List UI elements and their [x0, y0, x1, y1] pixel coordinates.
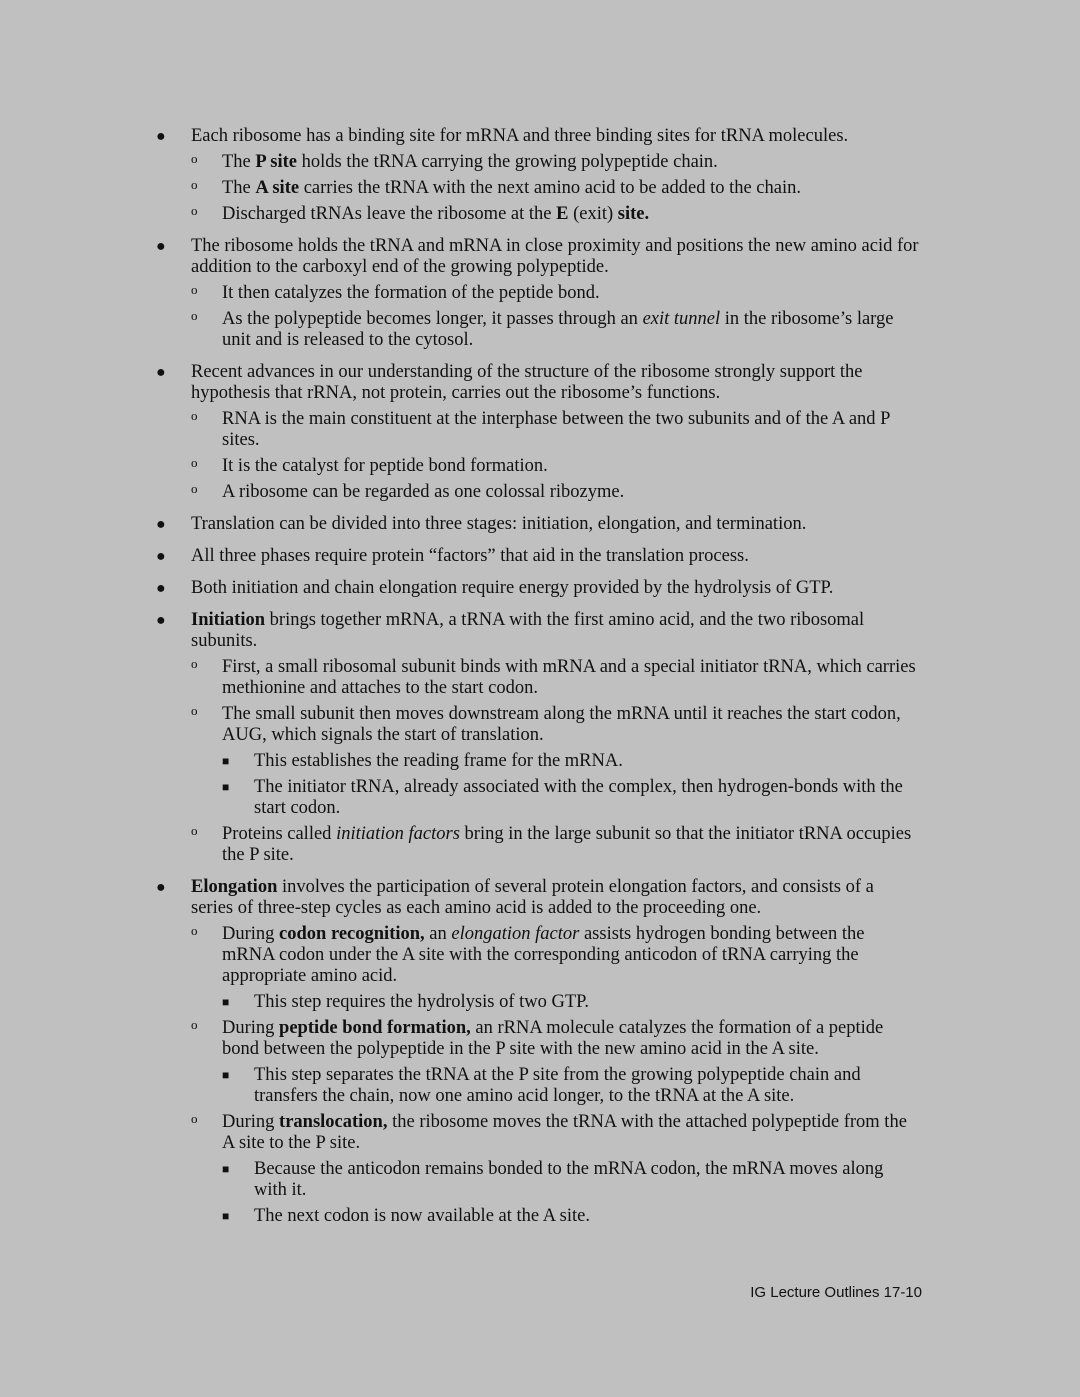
circle-bullet-icon: o: [191, 203, 198, 218]
sub-item: [191, 482, 920, 503]
list-item: [0, 236, 1080, 351]
sub-item: [191, 309, 920, 351]
text-run: assists hydrogen bonding between the mRNA codon under the A site with the corresponding anticodon of tRNA carrying the appropriate amino acid.: [222, 924, 865, 986]
sub-sub-list: [222, 1065, 920, 1107]
text-run: Because the anticodon remains bonded to the mRNA codon, the mRNA moves along with it.: [254, 1159, 884, 1200]
bold-term: peptide bond formation,: [279, 1018, 471, 1038]
text-run: First, a small ribosomal subunit binds with mRNA and a special initiator tRNA, which carries methionine and attaches to the start codon.: [222, 657, 916, 698]
circle-bullet-icon: o: [191, 455, 198, 470]
bullet-icon: ●: [156, 364, 166, 381]
bullet-icon: ●: [156, 128, 166, 145]
text-run: The next codon is now available at the A site.: [254, 1206, 590, 1226]
text-run: During: [222, 1018, 280, 1038]
sub-sub-item: [222, 1065, 920, 1107]
text-run: This step requires the hydrolysis of two GTP.: [254, 992, 590, 1012]
circle-bullet-icon: o: [191, 151, 198, 166]
bold-term: Initiation: [191, 610, 266, 630]
sub-sub-list: [222, 992, 920, 1013]
text-run: It is the catalyst for peptide bond formation.: [222, 456, 548, 476]
circle-bullet-icon: o: [191, 408, 198, 423]
sub-item: [191, 657, 920, 699]
text-run: This establishes the reading frame for the mRNA.: [254, 751, 623, 771]
list-item: [0, 546, 1080, 567]
text-run: The small subunit then moves downstream along the mRNA until it reaches the start codon, AUG, which signals the start of translation.: [222, 704, 901, 745]
list-item: [0, 578, 1080, 599]
sub-list: [191, 924, 920, 1227]
page-footer: IG Lecture Outlines 17-10: [750, 1284, 922, 1301]
sub-sub-item: [222, 1206, 920, 1227]
text-run: During: [222, 924, 280, 944]
bullet-icon: ●: [156, 580, 166, 597]
sub-item: [191, 1018, 920, 1107]
circle-bullet-icon: o: [191, 703, 198, 718]
item-text: involves the participation of several protein elongation factors, and consists of a series of three-step cycles as each amino acid is added to the proceeding one.: [191, 877, 874, 918]
bullet-icon: ●: [156, 238, 166, 255]
italic-term: initiation factors: [336, 824, 460, 844]
sub-item: [191, 178, 920, 199]
text-run: This step separates the tRNA at the P site from the growing polypeptide chain and transfers the chain, now one amino acid longer, to the tRNA at the A site.: [254, 1065, 861, 1106]
item-text: All three phases require protein “factors” that aid in the translation process.: [191, 546, 749, 566]
list-item: [0, 877, 1080, 1227]
italic-term: exit tunnel: [642, 309, 721, 329]
circle-bullet-icon: o: [191, 923, 198, 938]
text-run: carries the tRNA with the next amino acid to be added to the chain.: [299, 178, 801, 198]
square-bullet-icon: ■: [222, 1162, 230, 1176]
text-run: an rRNA molecule catalyzes the formation of a peptide bond between the polypeptide in the P site with the new amino acid in the A site.: [222, 1018, 884, 1059]
square-bullet-icon: ■: [222, 1068, 230, 1082]
square-bullet-icon: ■: [222, 995, 230, 1009]
bold-term: A site: [255, 178, 300, 198]
text-run: an: [424, 924, 452, 944]
text-run: The: [222, 152, 256, 172]
outline-list: [0, 126, 1080, 1238]
circle-bullet-icon: o: [191, 481, 198, 496]
item-text: Both initiation and chain elongation require energy provided by the hydrolysis of GTP.: [191, 578, 834, 598]
bold-term: translocation,: [279, 1112, 388, 1132]
square-bullet-icon: ■: [222, 780, 230, 794]
bullet-icon: ●: [156, 879, 166, 896]
sub-item: [191, 283, 920, 304]
circle-bullet-icon: o: [191, 177, 198, 192]
circle-bullet-icon: o: [191, 823, 198, 838]
item-text: Translation can be divided into three stages: initiation, elongation, and termination.: [191, 514, 807, 534]
text-run: holds the tRNA carrying the growing polypeptide chain.: [297, 152, 718, 172]
item-text: brings together mRNA, a tRNA with the first amino acid, and the two ribosomal subunits.: [191, 610, 865, 651]
text-run: The initiator tRNA, already associated with the complex, then hydrogen-bonds with the start codon.: [254, 777, 903, 818]
sub-item: [191, 924, 920, 1013]
sub-sub-list: [222, 751, 920, 819]
sub-item: [191, 1112, 920, 1227]
text-run: RNA is the main constituent at the interphase between the two subunits and of the A and P sites.: [222, 409, 890, 450]
text-run: Discharged tRNAs leave the ribosome at the: [222, 204, 557, 224]
sub-item: [191, 152, 920, 173]
circle-bullet-icon: o: [191, 656, 198, 671]
list-item: [0, 610, 1080, 866]
text-run: bring in the large subunit so that the initiator tRNA occupies the P site.: [222, 824, 912, 865]
text-run: A ribosome can be regarded as one colossal ribozyme.: [222, 482, 625, 502]
sub-item: [191, 456, 920, 477]
text-run: the ribosome moves the tRNA with the attached polypeptide from the A site to the P site.: [222, 1112, 907, 1153]
circle-bullet-icon: o: [191, 1111, 198, 1126]
sub-item: [191, 204, 920, 225]
bold-term: site.: [617, 204, 650, 224]
circle-bullet-icon: o: [191, 308, 198, 323]
sub-item: [191, 409, 920, 451]
sub-item: [191, 824, 920, 866]
sub-list: [191, 152, 920, 225]
text-run: The: [222, 178, 256, 198]
square-bullet-icon: ■: [222, 1209, 230, 1223]
bullet-icon: ●: [156, 612, 166, 629]
item-text: The ribosome holds the tRNA and mRNA in close proximity and positions the new amino acid for addition to the carboxyl end of the growing polypeptide.: [191, 236, 919, 277]
list-item: [0, 126, 1080, 225]
text-run: It then catalyzes the formation of the peptide bond.: [222, 283, 600, 303]
sub-list: [191, 657, 920, 866]
circle-bullet-icon: o: [191, 282, 198, 297]
bold-term: Elongation: [191, 877, 278, 897]
sub-list: [191, 409, 920, 503]
sub-sub-list: [222, 1159, 920, 1227]
text-run: As the polypeptide becomes longer, it passes through an: [222, 309, 643, 329]
bold-term: E: [556, 204, 569, 224]
list-item: [0, 362, 1080, 503]
bold-term: P site: [255, 152, 298, 172]
sub-sub-item: [222, 751, 920, 772]
sub-item: [191, 704, 920, 819]
text-run: Proteins called: [222, 824, 337, 844]
item-text: Recent advances in our understanding of the structure of the ribosome strongly support the hypothesis that rRNA, not protein, carries out the ribosome’s functions.: [191, 362, 863, 403]
sub-sub-item: [222, 992, 920, 1013]
item-text: Each ribosome has a binding site for mRNA and three binding sites for tRNA molecules.: [191, 126, 849, 146]
sub-sub-item: [222, 777, 920, 819]
bullet-icon: ●: [156, 548, 166, 565]
circle-bullet-icon: o: [191, 1017, 198, 1032]
sub-sub-item: [222, 1159, 920, 1201]
square-bullet-icon: ■: [222, 754, 230, 768]
list-item: [0, 514, 1080, 535]
sub-list: [191, 283, 920, 351]
text-run: in the ribosome’s large unit and is released to the cytosol.: [222, 309, 894, 350]
text-run: (exit): [568, 204, 618, 224]
bold-term: codon recognition,: [279, 924, 425, 944]
text-run: During: [222, 1112, 280, 1132]
italic-term: elongation factor: [451, 924, 580, 944]
bullet-icon: ●: [156, 516, 166, 533]
